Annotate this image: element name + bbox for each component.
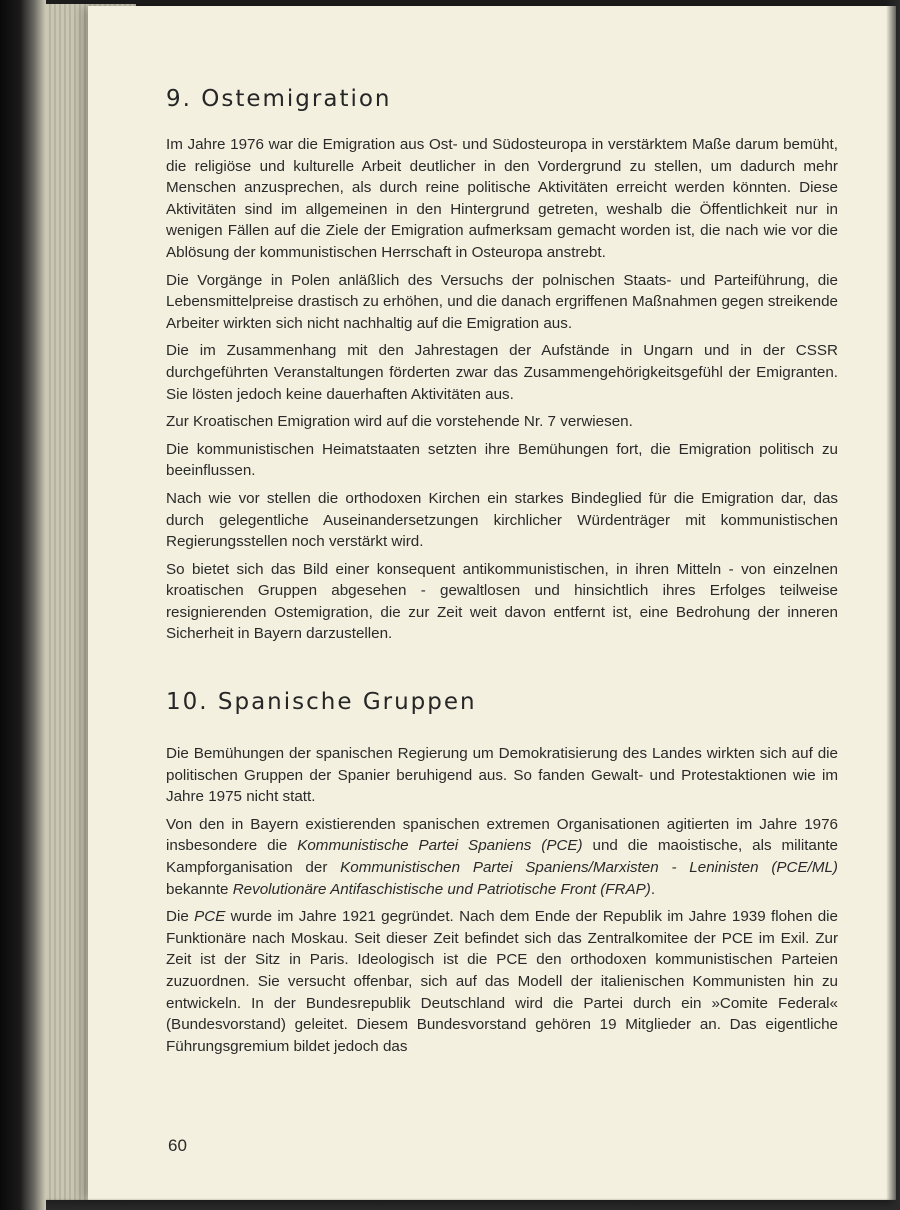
page-shadow-bottom [46,1198,900,1210]
page-content [166,86,838,1063]
page-number: 60 [168,1136,187,1155]
paragraph: Die Bemühungen der spanischen Regierung um Demokratisierung des Landes wirkten sich auf die politischen Gruppen der Spanier beruhigend aus. So fanden Gewalt- und Protestaktionen wie im Jahre 1975 nicht statt. [166,745,838,806]
text-run: Von den in Bayern existierenden spanischen extremen Organisationen agitierten im Jahre 1976 insbesondere die [166,815,838,855]
paragraph: Die im Zusammenhang mit den Jahrestagen der Aufstände in Ungarn und in der CSSR durchgeführten Veranstaltungen förderten zwar das Zusammengehörigkeitsgefühl der Emigranten. Sie lösten jedoch keine dauerhaften Aktivitäten aus. [166,342,838,403]
organization-name: PCE [194,908,226,926]
organization-name: Kommunistischen Partei Spaniens/Marxisten - Leninisten (PCE/ML) [340,859,838,877]
paragraph: Zur Kroatischen Emigration wird auf die vorstehende Nr. 7 verwiesen. [166,413,633,431]
section-heading-ostemigration: 9. Ostemigration [166,86,392,112]
text-run: und die maoistische, als militante Kampforganisation der [166,837,838,877]
organization-name: Kommunistische Partei Spaniens (PCE) [297,837,583,855]
organization-name: Revolutionäre Antifaschistische und Patriotische Front (FRAP) [232,880,651,898]
paragraph: Nach wie vor stellen die orthodoxen Kirchen ein starkes Bindeglied für die Emigration dar, das durch gelegentliche Auseinandersetzungen kirchlicher Würdenträger mit kommunistischen Regierungsstellen noch verstärkt wird. [166,489,838,551]
paragraph: Im Jahre 1976 war die Emigration aus Ost- und Südosteuropa in verstärktem Maße darum bemüht, die religiöse und kulturelle Arbeit deutlicher in den Vordergrund zu stellen, um dadurch mehr Menschen anzusprechen, als durch reine politische Aktivitäten erreicht werden könnten. Diese Aktivitäten sind im allgemeinen in den Hintergrund getreten, weshalb die Öffentlichkeit nur in wenigen Fällen auf die Ziele der Emigration aufmerksam gemacht worden ist, die nach wie vor die Ablösung der kommunistischen Herrschaft in Osteuropa anstrebt. [166,136,838,261]
text-run: bekannte [166,880,233,898]
text-run: Die [166,908,195,926]
paragraph: So bietet sich das Bild einer konsequent antikommunistischen, in ihren Mitteln - von einzelnen kroatischen Gruppen abgesehen - gewaltlosen und hinsichtlich ihres Erfolges teilweise resignierenden Ostemigration, die zur Zeit weit davon entfernt ist, eine Bedrohung der inneren Sicherheit in Bayern darzustellen. [166,560,838,643]
paragraph: Die kommunistischen Heimatstaaten setzten ihre Bemühungen fort, die Emigration politisch zu beeinflussen. [166,440,838,480]
page-shadow-right [886,0,900,1210]
text-run: . [650,880,656,898]
paragraph: Die Vorgänge in Polen anläßlich des Versuchs der polnischen Staats- und Parteiführung, die Lebensmittelpreise drastisch zu erhöhen, und die danach ergriffenen Maßnahmen gegen streikende Arbeiter wirkten sich nicht nachhaltig auf die Emigration aus. [166,271,838,332]
book-spine [0,0,46,1210]
paragraph [166,814,838,900]
text-run: wurde im Jahre 1921 gegründet. Nach dem Ende der Republik im Jahre 1939 flohen die Funktionäre nach Moskau. Seit dieser Zeit befindet sich das Zentralkomitee der PCE im Exil. Zur Zeit ist der Sitz in Paris. Ideologisch ist die PCE den orthodoxen kommunistischen Parteien zuzuordnen. Sie versucht offenbar, sich auf das Modell der italienischen Kommunisten hin zu entwickeln. In der Bundesrepublik Deutschland wird die Partei durch ein »Comite Federal« (Bundesvorstand) geleitet. Diesem Bundesvorstand gehören 19 Mitglieder an. Das eigentliche Führungsgremium bildet jedoch das [166,908,838,1055]
paragraph [166,906,838,1057]
section-heading-spanische-gruppen: 10. Spanische Gruppen [166,689,477,716]
